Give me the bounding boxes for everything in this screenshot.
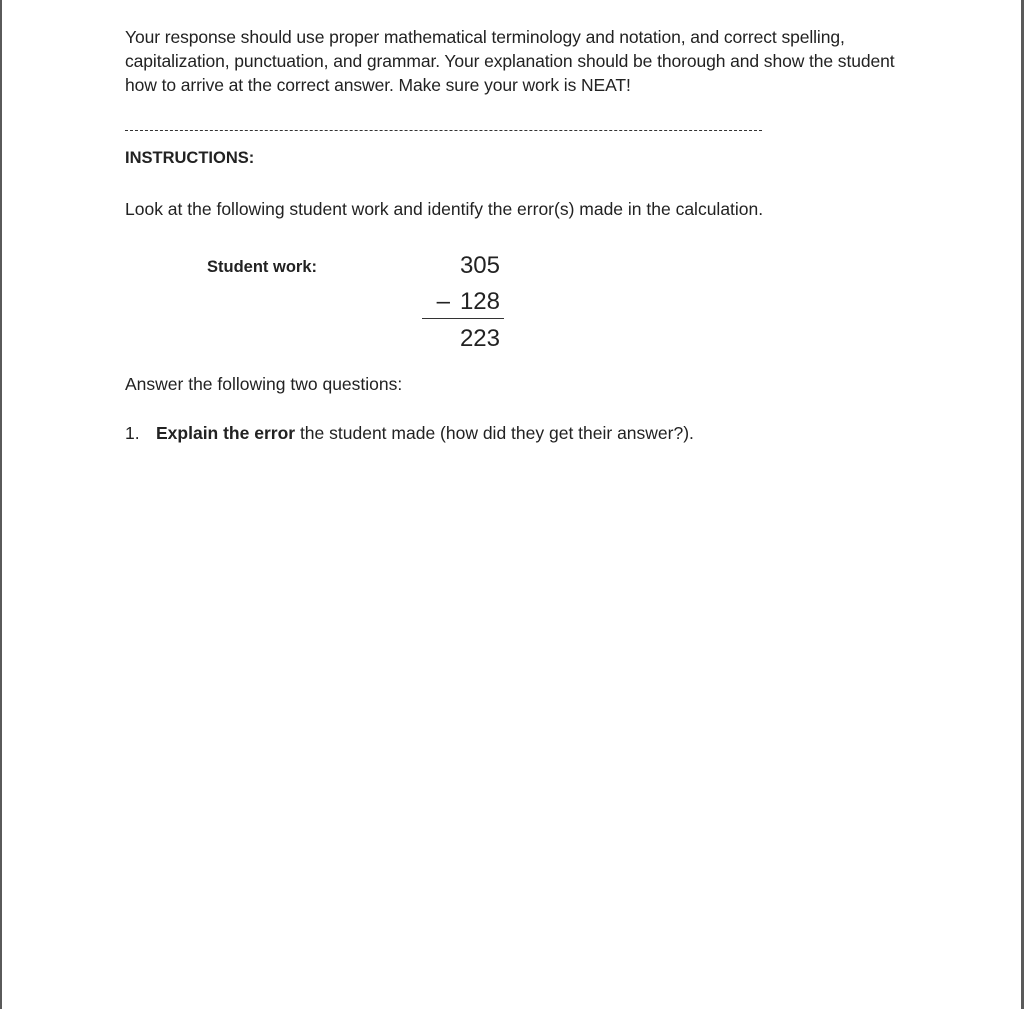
instructions-text: Look at the following student work and identify the error(s) made in the calculation. bbox=[125, 199, 764, 219]
intro-paragraph: Your response should use proper mathematical terminology and notation, and correct spelling, capitalization, punctuation, and grammar. Your explanation should be thorough and show the student how to arrive at the correct answer. Make sure your work is NEAT! bbox=[125, 27, 895, 95]
question-number: 1. bbox=[125, 423, 140, 443]
question-rest-text: the student made (how did they get their answer?). bbox=[295, 423, 694, 443]
dashed-divider bbox=[125, 130, 762, 131]
minuend: 305 bbox=[459, 252, 500, 279]
subtrahend: 128 bbox=[459, 288, 500, 315]
result: 223 bbox=[459, 325, 500, 352]
question-bold-text: Explain the error bbox=[156, 423, 296, 443]
minuend-row bbox=[422, 248, 504, 284]
subtrahend-row bbox=[422, 284, 504, 319]
questions-intro: Answer the following two questions: bbox=[125, 374, 403, 394]
instructions-heading: INSTRUCTIONS: bbox=[125, 149, 255, 167]
subtraction-problem bbox=[422, 248, 504, 357]
question-text bbox=[156, 422, 694, 444]
question-item bbox=[125, 422, 694, 444]
result-row bbox=[422, 321, 504, 357]
student-work-label: Student work: bbox=[207, 258, 317, 276]
minus-sign: – bbox=[436, 288, 450, 315]
